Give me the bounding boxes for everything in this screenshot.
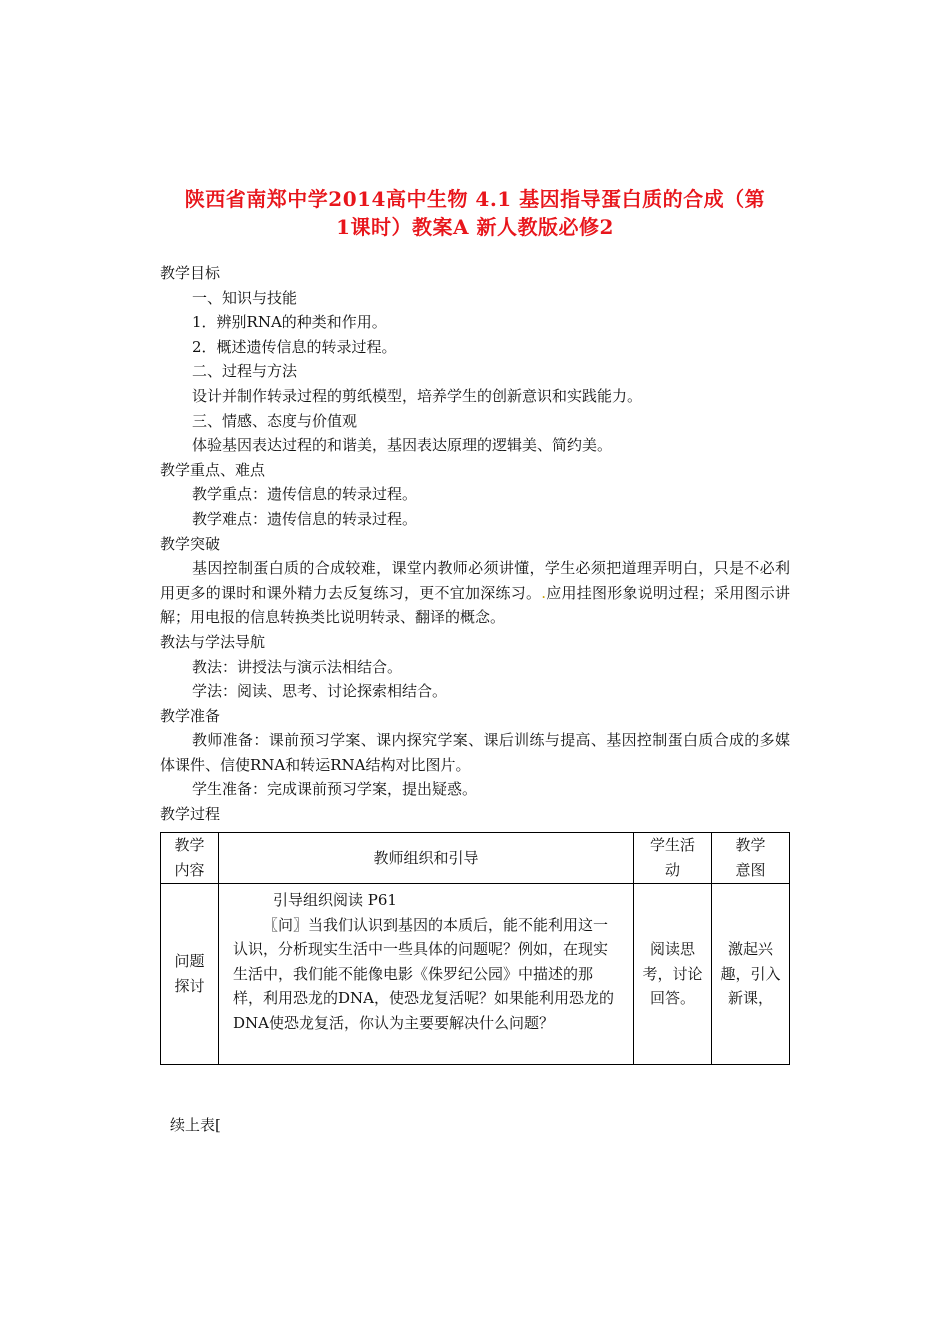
teacher-preparation: 教师准备：课前预习学案、课内探究学案、课后训练与提高、基因控制蛋白质合成的多媒体课件、信使RNA和转运RNA结构对比图片。	[160, 731, 790, 774]
breakthrough-paragraph	[160, 556, 790, 630]
guide-line-1: 引导组织阅读 P61	[273, 891, 397, 909]
cell-content	[161, 884, 219, 1065]
cell-content-line1: 问题	[174, 952, 205, 971]
heading-knowledge-skills: 一、知识与技能	[192, 288, 298, 307]
learn-method: 学法：阅读、思考、讨论探索相结合。	[192, 682, 448, 701]
difficult-point: 教学难点：遗传信息的转录过程。	[192, 509, 418, 528]
header-intent-line2: 意图	[735, 861, 766, 879]
key-point: 教学重点：遗传信息的转录过程。	[192, 485, 418, 504]
header-activity-line1: 学生活	[649, 836, 695, 855]
header-content	[161, 833, 219, 884]
breakthrough-text-a: 基因控制蛋白质的合成较难，课堂内教师必须讲懂，学生必须把道理弄明白，只是不必利用更多的课时和课外精力去反复练习，更不宜加深练习。	[160, 559, 790, 602]
header-guide: 教师组织和引导	[219, 833, 634, 884]
document-title	[150, 185, 800, 241]
breakthrough-text-b: 应用挂图形象说明过程；采用图示讲解；用电报的信息转换类比说明转录、翻译的概念。	[160, 583, 790, 627]
header-content-line2: 内容	[174, 861, 205, 879]
continued-label: 续上表[	[170, 1116, 221, 1134]
heading-preparation: 教学准备	[160, 706, 221, 725]
table-header-row	[161, 833, 790, 884]
breakthrough-mark: .	[541, 583, 546, 602]
teach-method: 教法：讲授法与演示法相结合。	[192, 657, 403, 676]
student-preparation: 学生准备：完成课前预习学案，提出疑惑。	[192, 780, 478, 799]
cell-intent: 激起兴趣，引入新课，	[712, 884, 790, 1065]
header-activity-line2: 动	[664, 861, 680, 879]
heading-emotion-values: 三、情感、态度与价值观	[192, 411, 358, 430]
cell-activity: 阅读思考，讨论回答。	[634, 884, 712, 1065]
cell-guide	[219, 884, 634, 1065]
heading-goals: 教学目标	[160, 264, 221, 282]
header-activity	[634, 833, 712, 884]
heading-key-points: 教学重点、难点	[160, 460, 266, 479]
heading-breakthrough: 教学突破	[160, 534, 221, 553]
lesson-body	[160, 261, 790, 827]
heading-methods: 教法与学法导航	[160, 632, 266, 651]
header-intent-line1: 教学	[735, 836, 766, 855]
lesson-process-table	[160, 832, 790, 1065]
goal-item-1: 1．辨别RNA的种类和作用。	[192, 313, 387, 332]
header-intent	[712, 833, 790, 884]
heading-process: 教学过程	[160, 805, 221, 824]
process-methods-text: 设计并制作转录过程的剪纸模型，培养学生的创新意识和实践能力。	[192, 386, 643, 405]
emotion-values-text: 体验基因表达过程的和谐美，基因表达原理的逻辑美、简约美。	[192, 436, 613, 455]
table-row	[161, 884, 790, 1065]
goal-item-2: 2．概述遗传信息的转录过程。	[192, 337, 397, 356]
title-line-1: 陕西省南郑中学2014高中生物 4.1 基因指导蛋白质的合成（第	[184, 187, 766, 211]
cell-content-line2: 探讨	[174, 977, 205, 995]
title-line-2: 1课时）教案A 新人教版必修2	[336, 215, 614, 239]
heading-process-methods: 二、过程与方法	[192, 362, 298, 381]
header-content-line1: 教学	[174, 836, 205, 855]
guide-question: 〖问〗当我们认识到基因的本质后，能不能利用这一认识，分析现实生活中一些具体的问题呢？例如，在现实生活中，我们能不能像电影《侏罗纪公园》中描述的那样，利用恐龙的DNA，使恐龙复活呢？如果能利用恐龙的DNA使恐龙复活，你认为主要要解决什么问题？	[233, 915, 614, 1032]
